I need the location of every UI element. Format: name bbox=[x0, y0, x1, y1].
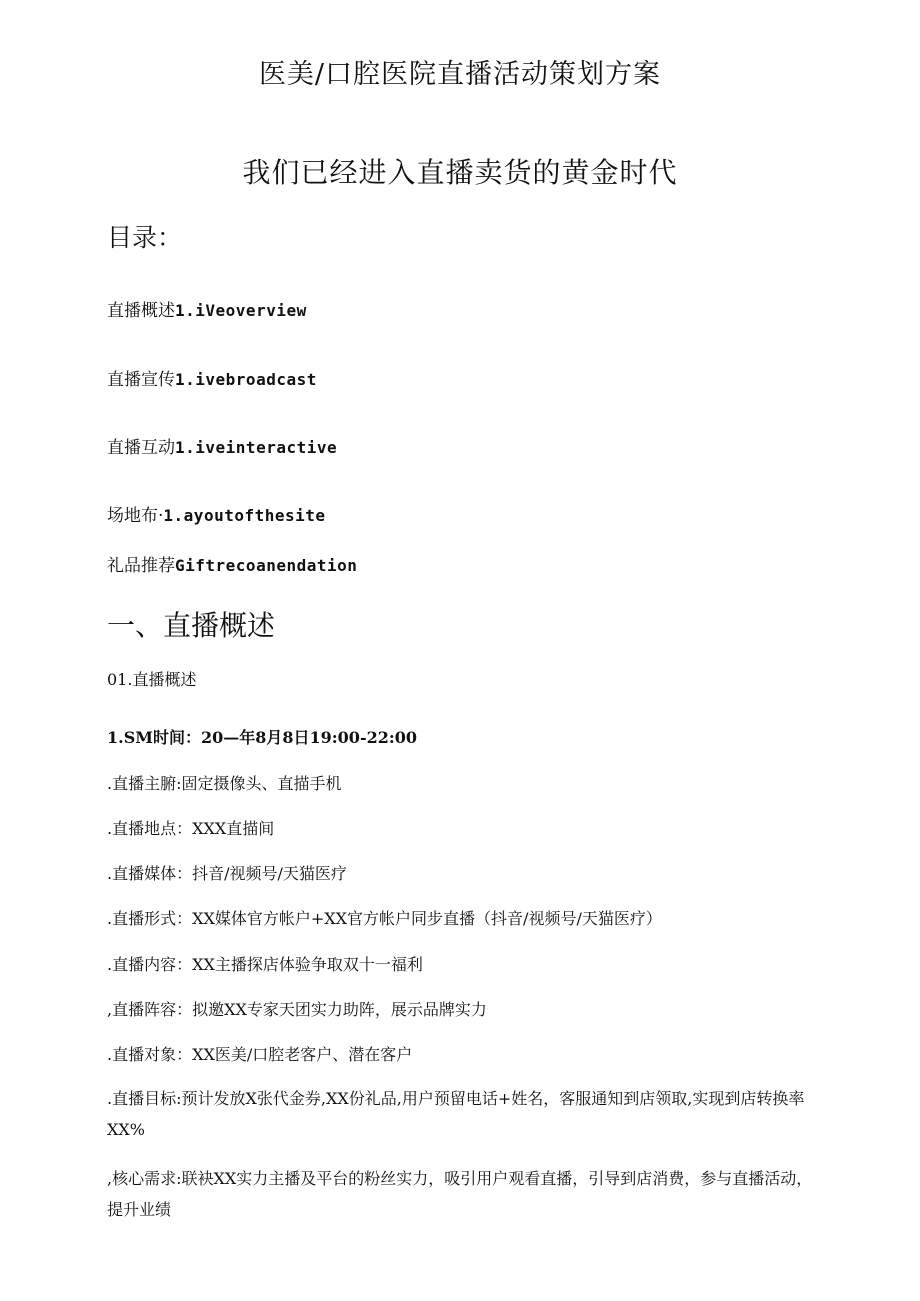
live-equipment-line: .直播主腑:固定摄像头、直描手机 bbox=[107, 774, 342, 793]
document-subtitle: 我们已经进入直播卖货的黄金时代 bbox=[242, 156, 678, 189]
toc-item-broadcast bbox=[107, 365, 317, 390]
live-goal-paragraph: .直播目标:预计发放X张代金券,XX份礼品,用户预留电话+姓名，客服通知到店领取,实现到店转换率XX% bbox=[107, 1089, 805, 1139]
toc-item-en: 1.ivebroadcast bbox=[175, 370, 317, 389]
live-audience-line: .直播对象：XX医美/口腔老客户、潜在客户 bbox=[107, 1045, 413, 1064]
live-content-line: .直播内容：XX主播探店体验争取双十一福利 bbox=[107, 955, 423, 974]
live-lineup-line: ,直播阵容：拟邀XX专家天团实力助阵，展示品牌实力 bbox=[107, 1000, 487, 1019]
toc-item-cn: 直播概述 bbox=[107, 301, 175, 321]
toc-heading: 目录： bbox=[107, 223, 183, 252]
live-location-line: .直播地点：XXX直描间 bbox=[107, 819, 275, 838]
toc-item-cn: 直播宣传 bbox=[107, 370, 175, 390]
toc-item-gift bbox=[107, 551, 357, 576]
live-format-line: .直播形式：XX媒体官方帐户+XX官方帐户同步直播（抖音/视频号/天猫医疗） bbox=[107, 909, 662, 928]
toc-item-en: 1.iVeoverview bbox=[175, 301, 307, 320]
core-demand-paragraph: ,核心需求:联袂XX实力主播及平台的粉丝实力，吸引用户观看直播，引导到店消费，参与直播活动，提升业绩 bbox=[107, 1169, 813, 1219]
toc-item-cn: 礼品推荐 bbox=[107, 556, 175, 576]
toc-item-en: 1.ayoutofthesite bbox=[163, 506, 326, 525]
section-subheading: 01.直播概述 bbox=[107, 670, 197, 689]
toc-item-en: 1.iveinteractive bbox=[175, 438, 338, 457]
toc-item-layout bbox=[107, 501, 326, 526]
document-title: 医美/口腔医院直播活动策划方案 bbox=[258, 59, 662, 90]
toc-item-overview bbox=[107, 296, 307, 321]
section-heading: 一、直播概述 bbox=[107, 609, 276, 642]
toc-item-cn: 直播互动 bbox=[107, 438, 175, 458]
live-time-line: 1.SM时间：20—年8月8日19:00-22:00 bbox=[107, 728, 418, 747]
live-media-line: .直播媒体：抖音/视频号/天猫医疗 bbox=[107, 864, 347, 883]
toc-item-cn: 场地布· bbox=[107, 506, 164, 526]
toc-item-en: Giftrecoanendation bbox=[175, 556, 358, 575]
toc-item-interactive bbox=[107, 433, 337, 458]
